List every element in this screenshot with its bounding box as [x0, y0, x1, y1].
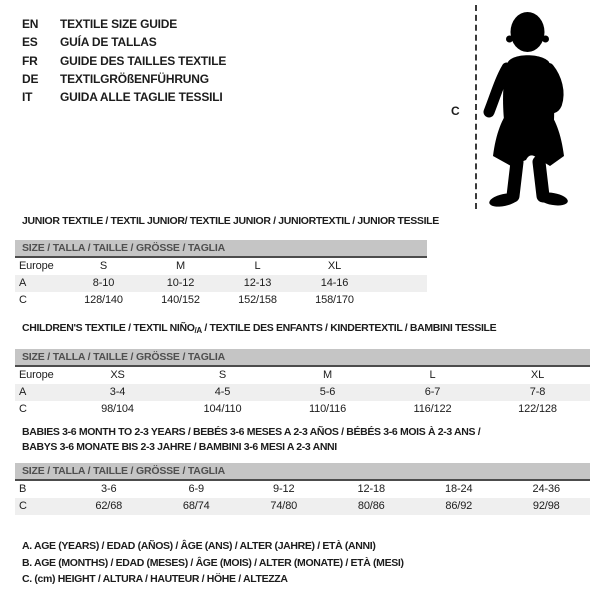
section-title: [22, 215, 439, 228]
language-label: TEXTILE SIZE GUIDE: [60, 17, 178, 31]
size-section-children: [15, 322, 590, 418]
table-row: [15, 258, 427, 275]
section-title-text: / TEXTILE DES ENFANTS / KINDERTEXTIL / BAMBINI TESSILE: [201, 322, 497, 334]
row-cell: XS: [110, 369, 125, 381]
language-row: [22, 70, 226, 88]
row-label: A: [19, 386, 27, 398]
row-cell: M: [322, 369, 332, 381]
size-table: [15, 367, 590, 418]
row-cell: 14-16: [320, 277, 349, 289]
row-label: C: [19, 500, 27, 512]
row-cell: S: [99, 260, 108, 272]
table-row: [15, 401, 590, 418]
section-title-text: /A: [194, 326, 202, 335]
row-cell: 152/158: [238, 294, 277, 306]
row-label: C: [19, 294, 27, 306]
footnotes: [22, 538, 404, 588]
size-table: [15, 258, 427, 309]
row-cell: 6-7: [424, 386, 441, 398]
notes-line: C. (cm) HEIGHT / ALTURA / HAUTEUR / HÖHE / ALTEZZA: [22, 573, 288, 585]
row-cell: 9-12: [273, 483, 295, 495]
language-row: [22, 52, 226, 70]
size-header-bar: SIZE / TALLA / TAILLE / GRÖSSE / TAGLIA: [15, 463, 590, 481]
row-cell: 98/104: [101, 403, 134, 415]
row-label: Europe: [19, 260, 54, 272]
row-cell: XL: [530, 369, 545, 381]
size-section-junior: [15, 215, 439, 309]
row-cell: L: [254, 260, 261, 272]
row-label: A: [19, 277, 27, 289]
section-title-line: BABYS 3-6 MONATE BIS 2-3 JAHRE / BAMBINI 3-6 MESI A 2-3 ANNI: [22, 441, 337, 453]
table-row: [15, 292, 427, 309]
row-cell: 3-6: [101, 483, 117, 495]
row-cell: 62/68: [95, 500, 123, 512]
language-code: FR: [22, 53, 38, 68]
row-cell: 12-13: [243, 277, 272, 289]
row-cell: 24-36: [532, 483, 560, 495]
height-label-c: C: [451, 104, 460, 118]
language-row: [22, 15, 226, 33]
row-cell: 5-6: [319, 386, 336, 398]
language-code: ES: [22, 35, 38, 50]
row-cell: M: [175, 260, 185, 272]
row-cell: 140/152: [161, 294, 200, 306]
row-cell: 3-4: [109, 386, 126, 398]
notes-line: A. AGE (YEARS) / EDAD (AÑOS) / ÂGE (ANS) / ALTER (JAHRE) / ETÀ (ANNI): [22, 540, 376, 552]
language-label: TEXTILGRÖßENFÜHRUNG: [60, 71, 209, 86]
row-cell: 80/86: [357, 500, 385, 512]
table-row: [15, 498, 590, 515]
row-cell: 68/74: [182, 500, 210, 512]
row-label: B: [19, 483, 27, 495]
section-title-line: JUNIOR TEXTILE / TEXTIL JUNIOR/ TEXTILE JUNIOR / JUNIORTEXTIL / JUNIOR TESSILE: [22, 215, 439, 227]
baby-silhouette-image: [480, 8, 580, 208]
size-header-bar: SIZE / TALLA / TAILLE / GRÖSSE / TAGLIA: [15, 349, 590, 367]
row-cell: S: [218, 369, 227, 381]
language-code: IT: [22, 90, 33, 105]
language-label: GUIDA ALLE TAGLIE TESSILI: [60, 90, 223, 105]
row-cell: 122/128: [518, 403, 557, 415]
row-cell: 158/170: [315, 294, 354, 306]
size-table: [15, 481, 590, 515]
section-title-line: BABIES 3-6 MONTH TO 2-3 YEARS / BEBÉS 3-6 MESES A 2-3 AÑOS / BÉBÉS 3-6 MOIS À 2-3 ANS /: [22, 426, 481, 438]
table-row: [15, 367, 590, 384]
row-cell: 12-18: [357, 483, 385, 495]
section-title: [22, 322, 590, 337]
language-label: GUIDE DES TAILLES TEXTILE: [60, 53, 227, 68]
row-cell: 86/92: [445, 500, 473, 512]
size-section-babies: [15, 425, 590, 515]
section-title-text: CHILDREN'S TEXTILE / TEXTIL NIÑO: [22, 322, 195, 334]
language-code: EN: [22, 17, 39, 31]
notes-line: B. AGE (MONTHS) / EDAD (MESES) / ÂGE (MOIS) / ALTER (MONATE) / ETÀ (MESI): [22, 556, 404, 569]
row-cell: 104/110: [203, 403, 242, 415]
row-cell: 128/140: [84, 294, 123, 306]
row-cell: XL: [327, 260, 342, 272]
language-row: [22, 88, 226, 106]
row-cell: 7-8: [529, 386, 546, 398]
language-code: DE: [22, 71, 39, 86]
language-label: GUÍA DE TALLAS: [60, 35, 157, 50]
row-cell: 116/122: [413, 403, 452, 415]
row-cell: L: [429, 369, 436, 381]
row-cell: 4-5: [214, 386, 231, 398]
section-title: [22, 425, 590, 455]
row-label: C: [19, 403, 27, 415]
language-row: [22, 33, 226, 51]
row-cell: 92/98: [532, 500, 560, 512]
table-row: [15, 384, 590, 401]
row-cell: 74/80: [270, 500, 298, 512]
row-cell: 6-9: [188, 483, 204, 495]
row-cell: 10-12: [166, 277, 195, 289]
size-header-bar: SIZE / TALLA / TAILLE / GRÖSSE / TAGLIA: [15, 240, 427, 258]
table-row: [15, 275, 427, 292]
row-label: Europe: [19, 369, 54, 381]
row-cell: 18-24: [445, 483, 473, 495]
table-row: [15, 481, 590, 498]
height-dashed-line: [475, 5, 477, 209]
row-cell: 8-10: [92, 277, 115, 289]
language-list: [22, 15, 226, 106]
row-cell: 110/116: [308, 403, 347, 415]
